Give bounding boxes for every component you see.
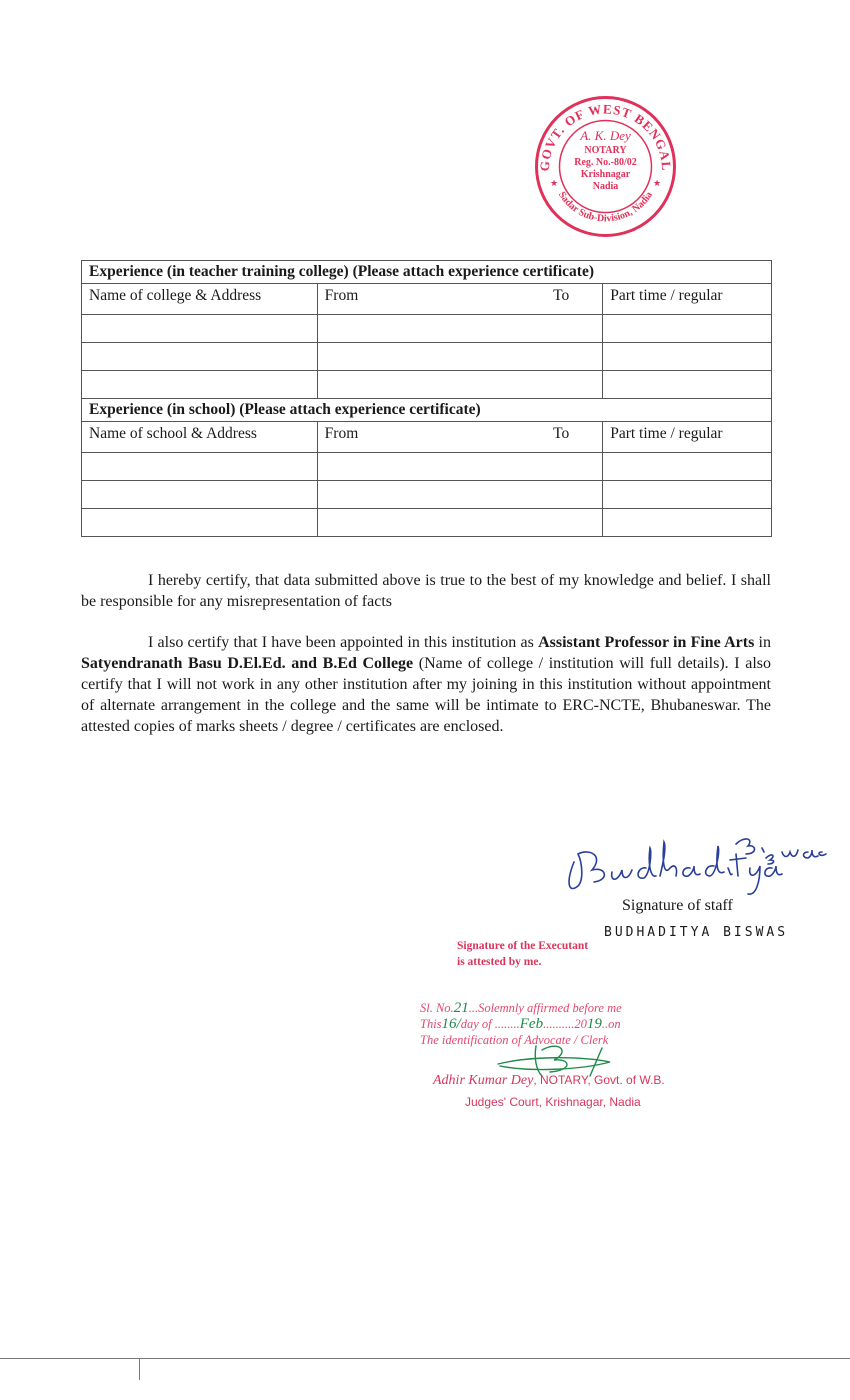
empty-cell [603, 453, 772, 481]
table-row [82, 509, 772, 537]
school-name-header: Name of school & Address [82, 422, 318, 453]
svg-text:Sadar Sub-Division, Nadia: Sadar Sub-Division, Nadia [556, 189, 655, 225]
svg-text:Reg. No.-80/02: Reg. No.-80/02 [574, 157, 637, 168]
table-row [82, 315, 772, 343]
empty-cell [82, 509, 318, 537]
empty-cell [82, 371, 318, 399]
affirmed-text: ...Solemnly affirmed before me [468, 1001, 622, 1015]
empty-cell [603, 315, 772, 343]
svg-text:Nadia: Nadia [592, 181, 619, 192]
college-section-row [82, 261, 772, 284]
affirmation-line-3: The identification of Advocate / Clerk [420, 1033, 609, 1047]
empty-cell [603, 481, 772, 509]
school-type-header: Part time / regular [603, 422, 772, 453]
post-title: Assistant Professor in Fine Arts [538, 634, 755, 651]
signature-of-staff-label: Signature of staff [622, 897, 733, 914]
page-bottom-tick [139, 1358, 140, 1380]
empty-cell [317, 371, 603, 399]
page-bottom-rule [0, 1358, 850, 1359]
empty-cell [82, 343, 318, 371]
empty-cell [82, 453, 318, 481]
empty-cell [603, 509, 772, 537]
college-name: Satyendranath Basu D.El.Ed. and B.Ed College [81, 655, 414, 672]
attestation-stamp [457, 938, 588, 970]
college-to-header: To [553, 287, 570, 304]
empty-cell [317, 509, 603, 537]
empty-cell [317, 315, 603, 343]
serial-number-handwriting: 21 [453, 1000, 469, 1016]
declaration-text-2b: in [754, 634, 772, 651]
college-name-header: Name of college & Address [82, 284, 318, 315]
college-section-title: Experience (in teacher training college) (Please attach experience certificate) [82, 261, 772, 284]
empty-cell [603, 371, 772, 399]
school-header-row [82, 422, 772, 453]
school-section-row [82, 399, 772, 422]
school-section-title: Experience (in school) (Please attach experience certificate) [82, 399, 772, 422]
table-row [82, 481, 772, 509]
attestation-line-1: Signature of the Executant [457, 940, 589, 952]
school-from-to-header [317, 422, 603, 453]
on-label: ..on [601, 1017, 621, 1031]
svg-text:★: ★ [653, 178, 662, 188]
svg-text:NOTARY: NOTARY [584, 145, 627, 156]
notary-court: Judges' Court, Krishnagar, Nadia [465, 1095, 641, 1109]
declaration-text-1: I hereby certify, that data submitted above is true to the best of my knowledge and belief. I shall be responsible for any misrepresentation of facts [81, 572, 771, 610]
empty-cell [317, 453, 603, 481]
table-row [82, 453, 772, 481]
staff-name-handwriting [602, 918, 817, 942]
declaration-text-2a: I also certify that I have been appointed in this institution as [148, 634, 539, 651]
table-row [82, 371, 772, 399]
svg-text:A. K. Dey: A. K. Dey [580, 128, 631, 143]
svg-text:Krishnagar: Krishnagar [580, 169, 631, 180]
notary-seal [533, 94, 678, 239]
svg-text:BUDHADITYA BISWAS: BUDHADITYA BISWAS [604, 925, 789, 940]
declaration-paragraph-1 [81, 570, 771, 612]
this-label: This [420, 1017, 442, 1031]
empty-cell [82, 481, 318, 509]
empty-cell [603, 343, 772, 371]
notary-designation: , NOTARY, Govt. of W.B. [533, 1073, 665, 1087]
month-handwriting: Feb [519, 1016, 544, 1032]
staff-signature-handwriting [560, 822, 830, 904]
empty-cell [317, 481, 603, 509]
notary-name-line [433, 1073, 665, 1089]
table-row [82, 343, 772, 371]
notary-name: Adhir Kumar Dey [433, 1073, 534, 1088]
year-label: ..........20 [543, 1017, 587, 1031]
college-from-to-header [317, 284, 603, 315]
svg-text:★: ★ [550, 178, 559, 188]
college-from-header: From [324, 287, 359, 304]
attestation-line-2: is attested by me. [457, 956, 542, 968]
day-of-label: day of ........ [460, 1017, 520, 1031]
day-handwriting: 16/ [441, 1016, 461, 1032]
svg-text:GOVT. OF WEST BENGAL: GOVT. OF WEST BENGAL [536, 101, 675, 172]
school-from-header: From [324, 425, 359, 442]
serial-label: Sl. No. [420, 1001, 454, 1015]
empty-cell [82, 315, 318, 343]
year-handwriting: 19 [586, 1016, 602, 1032]
college-type-header: Part time / regular [603, 284, 772, 315]
declaration-paragraph-2 [81, 632, 771, 737]
affirmation-line-1 [420, 1000, 622, 1016]
college-header-row [82, 284, 772, 315]
experience-table [81, 260, 772, 537]
empty-cell [317, 343, 603, 371]
declaration-text-2c: (Name of college / institution will full details). I also certify that I will not work in any other institution after my joining in this institution without appointment of alternate arrangement in the college and the same will be intimate to ERC-NCTE, Bhubaneswar. The attested copies of marks sheets / degree / certificates are enclosed. [81, 655, 772, 735]
school-to-header: To [553, 425, 570, 442]
